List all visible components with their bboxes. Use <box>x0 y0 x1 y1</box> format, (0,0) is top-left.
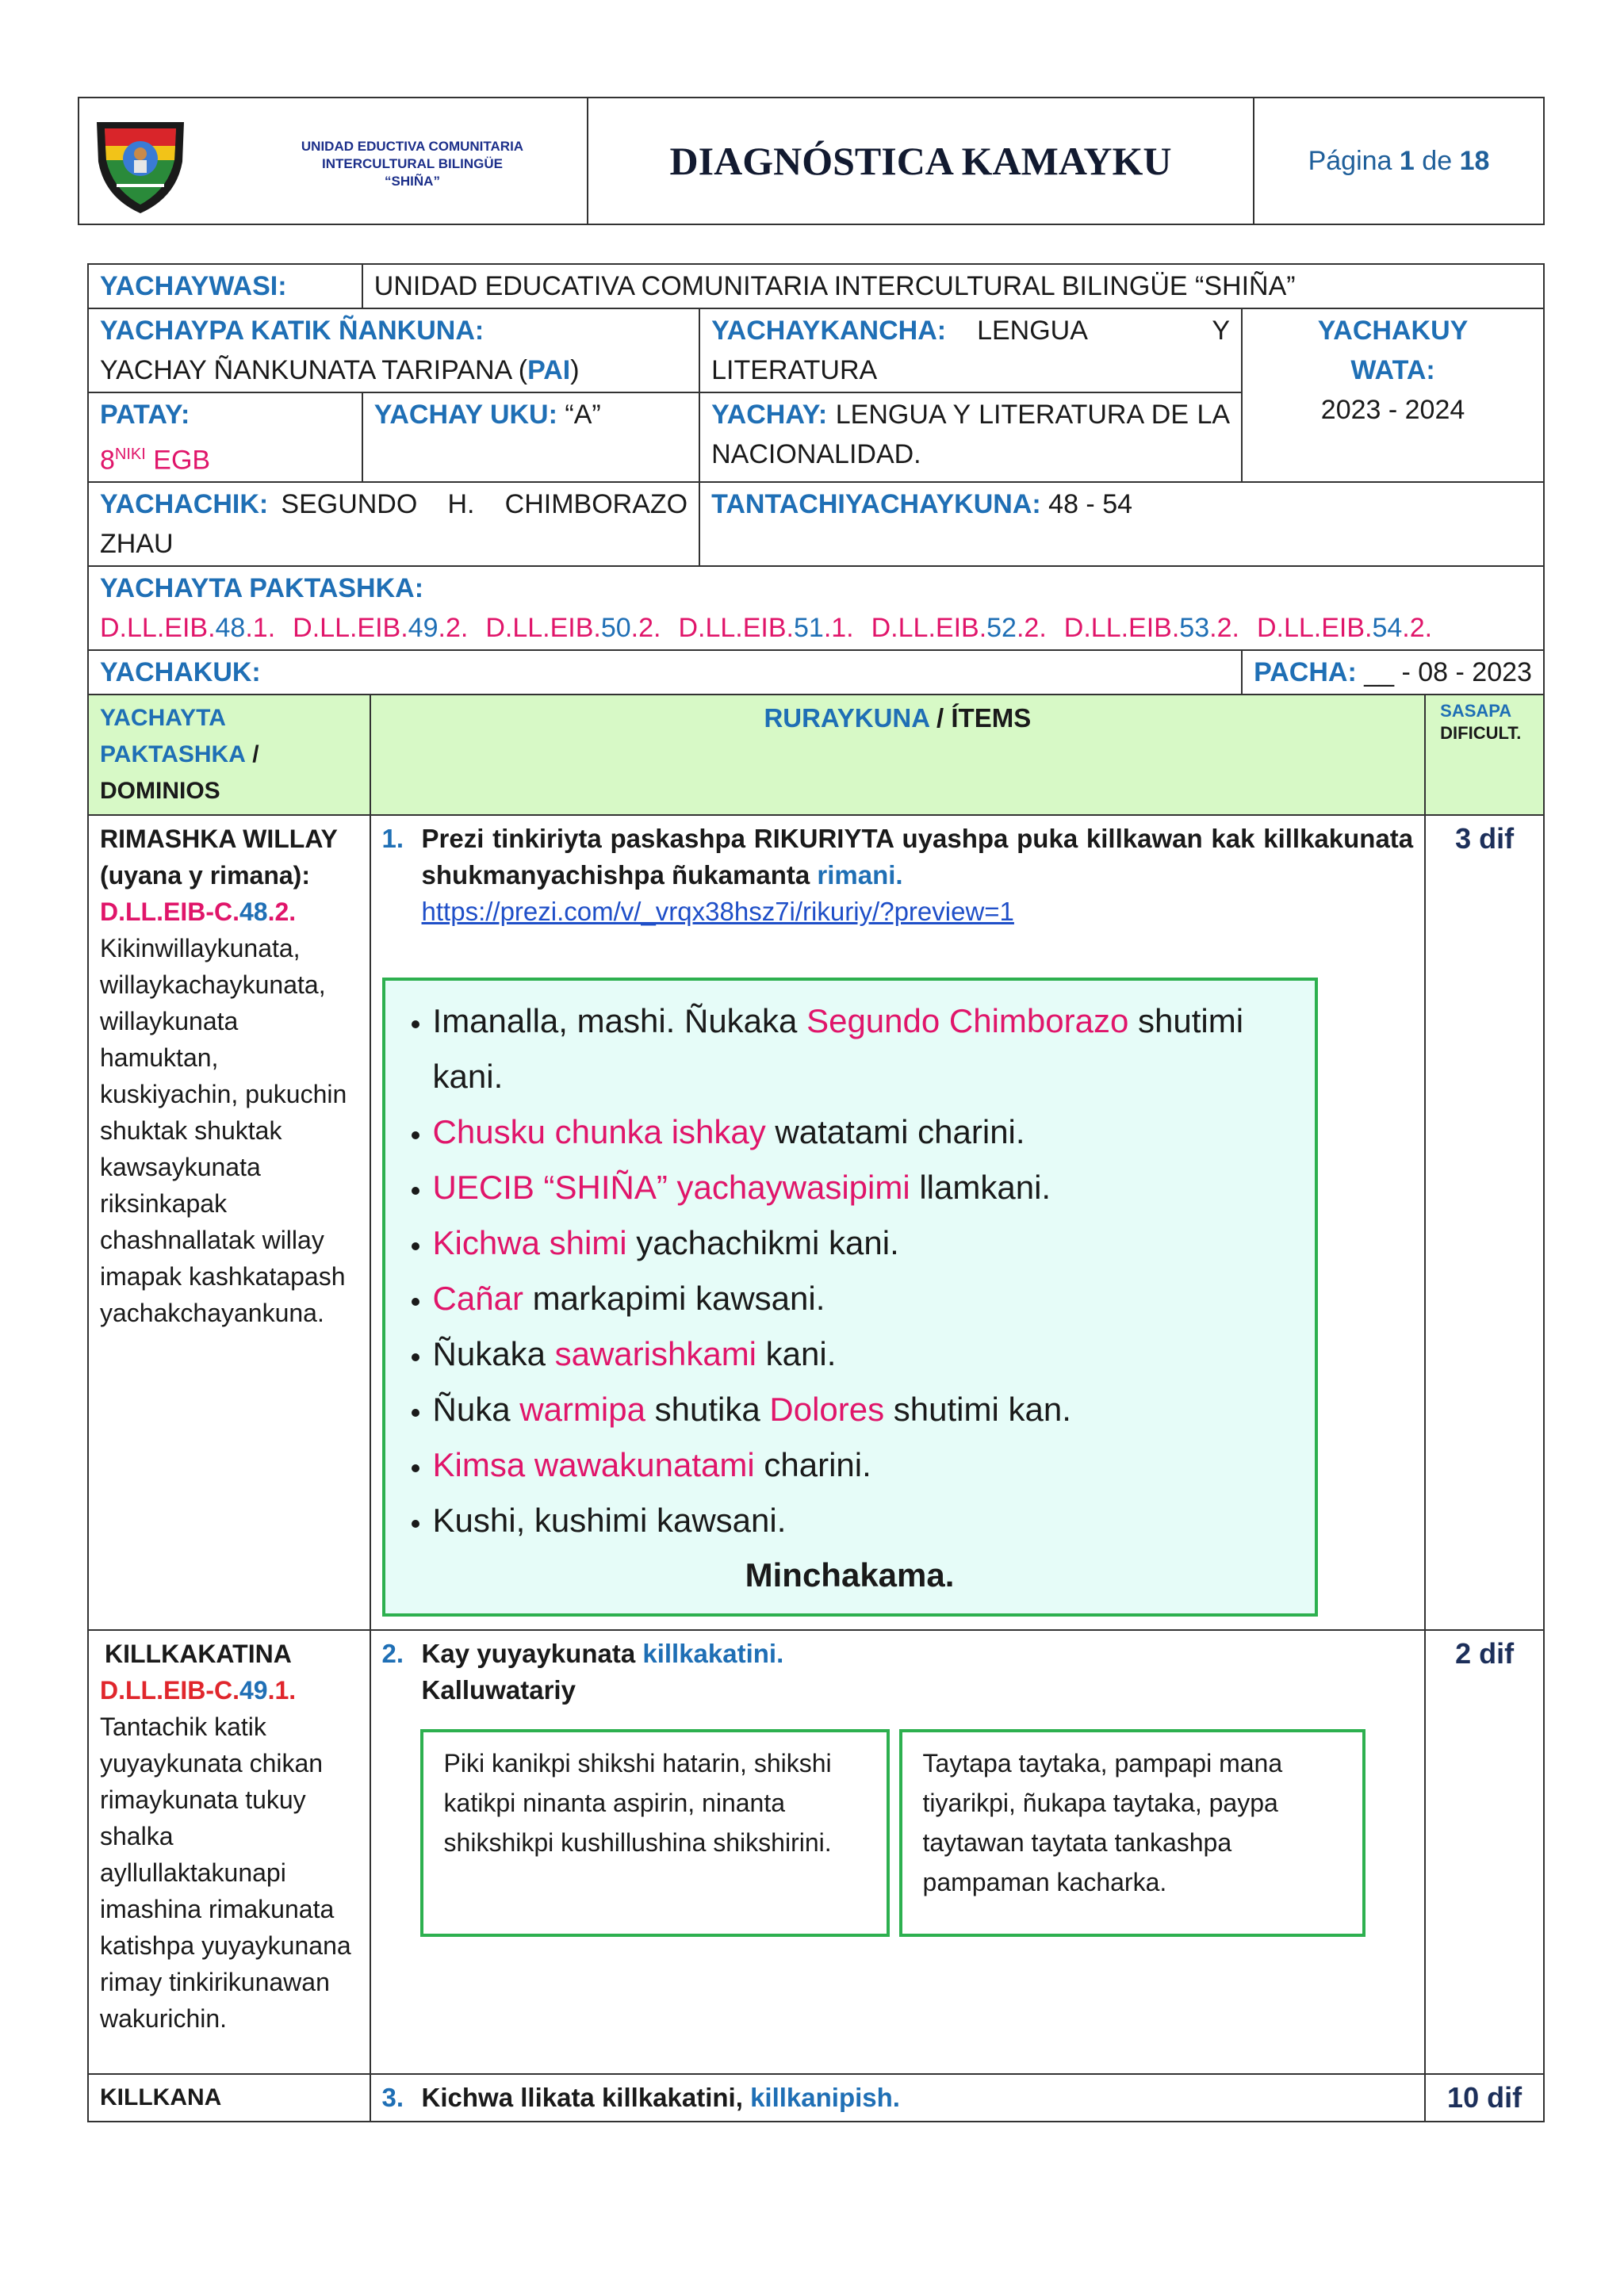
info-row <box>88 264 1544 308</box>
objective-code-suf: .2. <box>630 613 661 644</box>
yachachik-value: SEGUNDO H. CHIMBORAZO ZHAU <box>100 489 688 560</box>
yachaykancha-label: YACHAYKANCHA: <box>711 316 947 346</box>
yachaykancha-cell <box>699 308 1242 392</box>
objective-code-num: 54 <box>1372 613 1403 644</box>
school-name <box>262 138 563 190</box>
introduction-text-segment: Ñukaka <box>432 1335 555 1372</box>
domain-code-num: 49 <box>239 1676 268 1705</box>
domain-text: Tantachik katik yuyaykunata chikan rimaykunata tukuy shalka ayllullaktakunapi imashina rimakunata katishpa yuyaykunana rimay tinkirikunawan wakurichin. <box>100 1712 351 2033</box>
school-line-1: UNIDAD EDUCTIVA COMUNITARIA <box>301 139 524 154</box>
item-question-body <box>422 1636 784 1709</box>
col3-header-a: SASAPA <box>1440 701 1512 721</box>
introduction-list-item <box>433 993 1299 1104</box>
introduction-text-segment: shutika <box>645 1391 770 1428</box>
introduction-list <box>401 993 1299 1548</box>
page-indicator <box>1254 98 1543 224</box>
objective-code <box>485 613 661 643</box>
item-number: 2. <box>381 1639 404 1668</box>
introduction-list-item <box>433 1271 1299 1326</box>
introduction-text-segment: Imanalla, mashi. Ñukaka <box>432 1002 807 1039</box>
item-cell <box>370 1630 1426 2074</box>
objective-code-num: 50 <box>600 613 631 644</box>
col2-header-b: ÍTEMS <box>951 703 1032 733</box>
col2-header-sep: / <box>929 703 952 733</box>
self-introduction-box <box>382 978 1318 1617</box>
header-logo-cell <box>79 98 588 224</box>
col3-header-b: DIFICULT. <box>1440 723 1522 743</box>
yachakuy-cell <box>1242 308 1544 482</box>
domain-code-pre: D.LL.EIB-C. <box>100 1676 239 1705</box>
katik-value-pai: PAI <box>527 355 571 385</box>
paktashka-codes <box>100 613 1450 643</box>
introduction-text-segment: watatami charini. <box>765 1113 1025 1150</box>
objective-code-suf: .2. <box>1402 613 1433 644</box>
objective-code-pre: D.LL.EIB. <box>678 613 794 644</box>
patay-label: PATAY: <box>100 400 190 430</box>
item-question-body <box>422 2080 900 2116</box>
uku-cell <box>362 392 699 482</box>
objective-code-num: 51 <box>793 613 824 644</box>
col1-header-word-3: DOMINIOS <box>100 778 220 804</box>
introduction-text-segment: warmipa <box>519 1391 645 1428</box>
page-of: de <box>1422 145 1453 176</box>
objective-code-num: 53 <box>1179 613 1210 644</box>
yachay-label: YACHAY: <box>711 400 828 430</box>
objective-code <box>871 613 1047 643</box>
introduction-list-item <box>433 1382 1299 1437</box>
domain-code-suf: .2. <box>267 897 297 926</box>
item-question-tail: rimani. <box>817 860 903 890</box>
item-row <box>88 1630 1544 2074</box>
introduction-text-segment: Kushi, kushimi kawsani. <box>432 1502 787 1539</box>
col-items-header <box>370 695 1426 815</box>
page-prefix: Página <box>1308 145 1392 176</box>
items-table <box>87 694 1545 2122</box>
objective-code-pre: D.LL.EIB. <box>1063 613 1180 644</box>
riddle-box-2 <box>899 1729 1365 1937</box>
item-subtitle: Kalluwatariy <box>421 1675 576 1705</box>
objective-code-suf: .2. <box>1016 613 1047 644</box>
yachaykancha-value: LENGUA Y LITERATURA <box>711 316 1231 385</box>
introduction-text-segment: kani. <box>756 1335 837 1372</box>
domain-code-pre: D.LL.EIB-C. <box>100 897 239 926</box>
domain-title: KILLKAKATINA <box>105 1640 292 1668</box>
item-question-text: Prezi tinkiriyta paskashpa RIKURIYTA uyashpa puka killkawan kak killkakunata shukmanyachishpa ñukamanta <box>421 824 1414 890</box>
difficulty-cell: 2 dif <box>1425 1630 1544 2074</box>
page-total: 18 <box>1459 145 1490 176</box>
pacha-cell <box>1242 650 1544 695</box>
col2-header-a: RURAYKUNA <box>764 703 929 733</box>
introduction-list-item <box>433 1493 1299 1548</box>
riddle-text-1: Piki kanikpi shikshi hatarin, shikshi katikpi ninanta aspirin, ninanta shikshikpi kushillushina shikshirini. <box>443 1749 832 1857</box>
school-logo <box>89 106 192 217</box>
patay-sup: NIKI <box>114 446 146 463</box>
introduction-text-segment: Segundo Chimborazo <box>806 1002 1129 1039</box>
page-current: 1 <box>1399 145 1415 176</box>
introduction-list-item <box>433 1437 1299 1493</box>
introduction-text-segment: shutimi kan. <box>884 1391 1071 1428</box>
introduction-text-segment: Chusku chunka ishkay <box>432 1113 766 1150</box>
item-question-tail: killkanipish. <box>750 2083 900 2112</box>
objective-code <box>1064 613 1239 643</box>
document-header <box>78 97 1545 225</box>
yachakuk-label: YACHAKUK: <box>88 650 1242 695</box>
yachay-value: LENGUA Y LITERATURA DE LA NACIONALIDAD. <box>711 400 1231 469</box>
pacha-label: PACHA: <box>1254 657 1357 688</box>
col1-header-word-2: PAKTASHKA <box>100 741 246 767</box>
difficulty-cell: 10 dif <box>1425 2074 1544 2122</box>
introduction-text-segment: Kichwa shimi <box>432 1224 627 1261</box>
tantachi-value: 48 - 54 <box>1048 489 1133 520</box>
objective-code-pre: D.LL.EIB. <box>485 613 601 644</box>
introduction-text-segment: Cañar <box>432 1280 523 1317</box>
item-cell <box>370 2074 1426 2122</box>
katik-value-post: ) <box>570 355 580 385</box>
objective-code-num: 49 <box>408 613 439 644</box>
patay-cell <box>88 392 362 482</box>
introduction-text-segment: charini. <box>754 1446 871 1483</box>
info-row <box>88 308 1544 392</box>
introduction-text-segment: shutimi kani. <box>432 1002 1244 1095</box>
item-cell <box>370 815 1426 1630</box>
katik-label: YACHAYPA KATIK ÑANKUNA: <box>100 316 485 346</box>
introduction-list-item <box>433 1104 1299 1160</box>
tantachi-cell <box>699 482 1544 566</box>
school-line-2: INTERCULTURAL BILINGÜE <box>322 156 503 171</box>
item-question <box>382 1636 1414 1709</box>
objective-code <box>1257 613 1432 643</box>
objective-code-pre: D.LL.EIB. <box>1256 613 1373 644</box>
patay-value <box>100 434 350 480</box>
item-question <box>382 2080 1414 2116</box>
item-number: 3. <box>381 2083 404 2112</box>
domain-code <box>100 894 358 930</box>
domain-title: KILLKANA <box>88 2074 370 2122</box>
yachakuy-value: 2023 - 2024 <box>1320 395 1465 425</box>
domain-code <box>100 1672 358 1709</box>
objective-code-num: 48 <box>215 613 246 644</box>
paktashka-label: YACHAYTA PAKTASHKA: <box>100 573 424 604</box>
info-row <box>88 566 1544 650</box>
item-row <box>88 2074 1544 2122</box>
patay-num: 8 <box>100 445 115 476</box>
objective-code <box>293 613 468 643</box>
domain-code-suf: .1. <box>267 1676 297 1705</box>
introduction-text-segment: Ñuka <box>432 1391 520 1428</box>
col-dificult-header <box>1425 695 1544 815</box>
uku-value: “A” <box>565 400 601 430</box>
item-question-text: Kay yuyaykunata <box>421 1639 636 1668</box>
objective-code <box>678 613 853 643</box>
riddle-text-2: Taytapa taytaka, pampapi mana tiyarikpi, ñukapa taytaka, paypa taytawan taytata tankashpa pampaman kacharka. <box>922 1749 1283 1896</box>
patay-egb: EGB <box>153 445 211 476</box>
yachay-cell <box>699 392 1242 482</box>
info-table <box>87 263 1545 695</box>
yachaywasi-label: YACHAYWASI: <box>88 264 362 308</box>
riddle-box-1 <box>420 1729 890 1937</box>
item-number: 1. <box>381 824 404 853</box>
pacha-value: __ - 08 - 2023 <box>1364 657 1532 688</box>
introduction-text-segment: Dolores <box>769 1391 885 1428</box>
objective-code-suf: .1. <box>245 613 276 644</box>
item-question-text: Kichwa llikata killkakatini, <box>421 2083 743 2112</box>
katik-value-pre: YACHAY ÑANKUNATA TARIPANA ( <box>100 355 528 385</box>
uku-label: YACHAY UKU: <box>373 400 557 430</box>
introduction-text-segment: sawarishkami <box>554 1335 757 1372</box>
introduction-list-item <box>433 1215 1299 1271</box>
introduction-text-segment: yachachikmi kani. <box>626 1224 899 1261</box>
yachachik-cell <box>88 482 699 566</box>
domain-cell <box>88 1630 370 2074</box>
item-question-body <box>422 821 1414 930</box>
introduction-text-segment: llamkani. <box>910 1169 1051 1206</box>
introduction-text-segment: UECIB “SHIÑA” yachaywasipimi <box>432 1169 910 1206</box>
objective-code-suf: .2. <box>1209 613 1239 644</box>
katik-cell <box>88 308 699 392</box>
info-row <box>88 650 1544 695</box>
closing-text: Minchakama. <box>745 1556 955 1594</box>
paktashka-cell <box>88 566 1544 650</box>
objective-code-suf: .2. <box>438 613 469 644</box>
objective-code <box>100 613 275 643</box>
yachakuy-label: YACHAKUY WATA: <box>1317 316 1469 385</box>
item-row <box>88 815 1544 1630</box>
item-question <box>382 821 1414 930</box>
items-header-row <box>88 695 1544 815</box>
col-dominios-header <box>88 695 370 815</box>
objective-code-pre: D.LL.EIB. <box>871 613 987 644</box>
domain-cell <box>88 815 370 1630</box>
katik-value <box>100 350 688 390</box>
document-title: DIAGNÓSTICA KAMAYKU <box>588 98 1254 224</box>
yachaywasi-value: UNIDAD EDUCATIVA COMUNITARIA INTERCULTURAL BILINGÜE “SHIÑA” <box>362 264 1544 308</box>
introduction-list-item <box>433 1160 1299 1215</box>
col1-header-slash: / <box>252 741 259 767</box>
school-line-3: “SHIÑA” <box>385 174 440 189</box>
tantachi-label: TANTACHIYACHAYKUNA: <box>711 489 1041 520</box>
domain-code-num: 48 <box>239 897 268 926</box>
difficulty-cell: 3 dif <box>1425 815 1544 1630</box>
prezi-link[interactable]: https://prezi.com/v/_vrqx38hsz7i/rikuriy/?preview=1 <box>421 897 1014 926</box>
domain-text: Kikinwillaykunata, willaykachaykunata, willaykunata hamuktan, kuskiyachin, pukuchin shuktak shuktak kawsaykunata riksinkapak chashnallatak willay imapak kashkatapash yachakchayankuna. <box>100 934 347 1327</box>
objective-code-num: 52 <box>986 613 1017 644</box>
item-question-tail: killkakatini. <box>642 1639 784 1668</box>
introduction-text-segment: Kimsa wawakunatami <box>432 1446 755 1483</box>
objective-code-suf: .1. <box>823 613 854 644</box>
objective-code-pre: D.LL.EIB. <box>293 613 408 644</box>
objective-code-pre: D.LL.EIB. <box>100 613 216 644</box>
col1-header-word-1: YACHAYTA <box>100 705 226 731</box>
introduction-list-item <box>433 1326 1299 1382</box>
introduction-text-segment: markapimi kawsani. <box>523 1280 825 1317</box>
domain-title: RIMASHKA WILLAY (uyana y rimana): <box>100 825 338 890</box>
info-row <box>88 482 1544 566</box>
yachachik-label: YACHACHIK: <box>100 489 269 520</box>
